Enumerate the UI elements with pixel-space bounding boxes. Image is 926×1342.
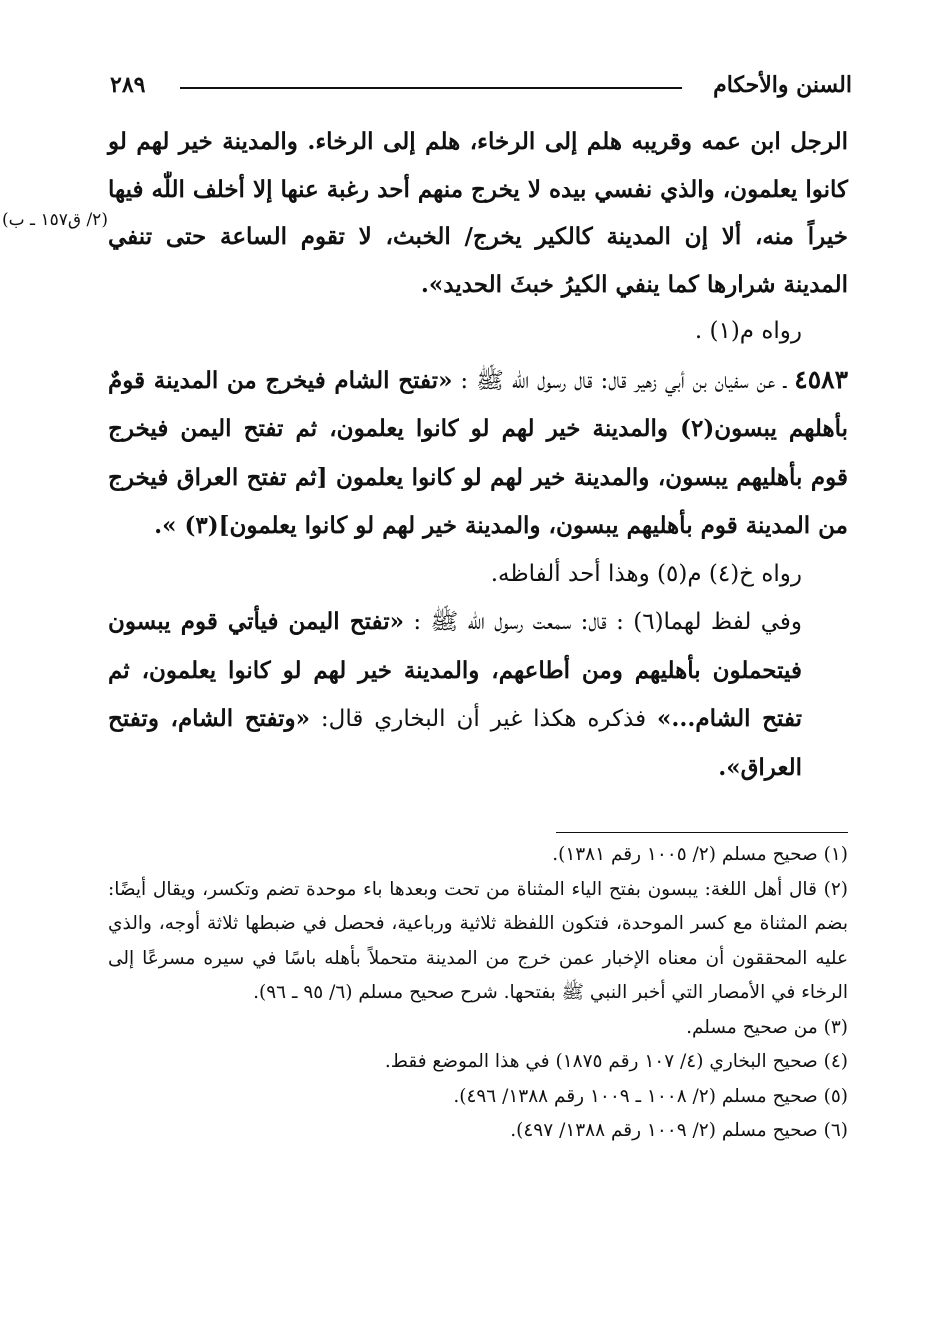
hadith-number: ٤٥٨٣ bbox=[794, 364, 848, 394]
footnote: (٣) من صحيح مسلم. bbox=[686, 1016, 848, 1038]
running-title: السنن والأحكام bbox=[713, 72, 852, 98]
variant-end: «وتفتح الشام، وتفتح العراق». bbox=[108, 705, 802, 781]
footnote: (١) صحيح مسلم (٢/ ١٠٠٥ رقم ١٣٨١). bbox=[552, 844, 848, 865]
main-text bbox=[108, 118, 848, 792]
narration-line: رواه خ(٤) م(٥) وهذا أحد ألفاظه. bbox=[490, 560, 802, 587]
hadith-continuation: الرجل ابن عمه وقريبه هلم إلى الرخاء، هلم إلى الرخاء. والمدينة خير لهم لو كانوا يعلمون، والذي نفسي بيده لا يخرج منهم أحد رغبة عنها إلا أخلف اللّٰه فيها خيراً منه، ألا إن المدينة كالكير يخرج/ الخبث، لا تقوم الساعة حتى تنفي المدينة شرارها كما ينفي الكيرُ خبثَ الحديد». bbox=[108, 128, 848, 298]
hadith-intro: ـ عن سفيان بن أبي زهير قال: قال رسول اللّٰه ﷺ : bbox=[452, 367, 795, 394]
footnote: (٤) صحيح البخاري (٤/ ١٠٧ رقم ١٨٧٥) في هذا الموضع فقط. bbox=[384, 1051, 848, 1072]
variant-paragraph bbox=[108, 598, 848, 792]
narration-line: رواه م(١) . bbox=[694, 318, 802, 344]
page-header bbox=[110, 70, 852, 106]
footnotes bbox=[108, 838, 848, 1149]
footnote: (٦) صحيح مسلم (٢/ ١٠٠٩ رقم ١٣٨٨/ ٤٩٧). bbox=[510, 1120, 848, 1141]
hadith-text: «تفتح الشام فيخرج من المدينة قومٌ بأهلهم يبسون(٢) والمدينة خير لهم لو كانوا يعلمون، ثم تفتح اليمن فيخرج قوم بأهليهم يبسون، والمدينة خير لهم لو كانوا يعلمون [ثم تفتح العراق فيخرج من المدينة قوم بأهليهم يبسون، والمدينة خير لهم لو كانوا يعلمون](٣) ». bbox=[108, 366, 848, 539]
footnote: (٢) قال أهل اللغة: يبسون بفتح الياء المثناة من تحت وبعدها باء موحدة تضم وتكسر، ويقال أيضًا: بضم المثناة مع كسر الموحدة، فتكون اللفظة ثلاثية ورباعية، فحصل في ضبطها ثلاثة أوجه، والذي عليه المحققون أن معناه الإخبار عمن خرج من المدينة متحملاً بأهله باسًا في سيره مسرعًا إلى الرخاء في الأمصار التي أخبر النبي ﷺ بفتحها. شرح صحيح مسلم (٦/ ٩٥ ـ ٩٦). bbox=[108, 878, 848, 1003]
variant-middle: فذكره هكذا غير أن البخاري قال: bbox=[310, 706, 658, 732]
header-rule bbox=[180, 87, 682, 89]
page-number: ٢٨٩ bbox=[110, 72, 146, 98]
variant-quote: «تفتح اليمن فيأتي قوم يبسون فيتحملون بأهليهم ومن أطاعهم، والمدينة خير لهم لو كانوا يعلمون، ثم تفتح الشام...» bbox=[108, 608, 802, 732]
variant-intro: وفي لفظ لهما(٦) : قال: سمعت رسول اللّٰه ﷺ : bbox=[403, 609, 802, 635]
hadith-paragraph bbox=[108, 356, 848, 551]
manuscript-side-reference: (٢/ ق١٥٧ ـ ب) bbox=[2, 210, 108, 230]
footnote-separator bbox=[556, 832, 848, 833]
footnote: (٥) صحيح مسلم (٢/ ١٠٠٨ ـ ١٠٠٩ رقم ١٣٨٨/ ٤٩٦). bbox=[453, 1085, 848, 1107]
